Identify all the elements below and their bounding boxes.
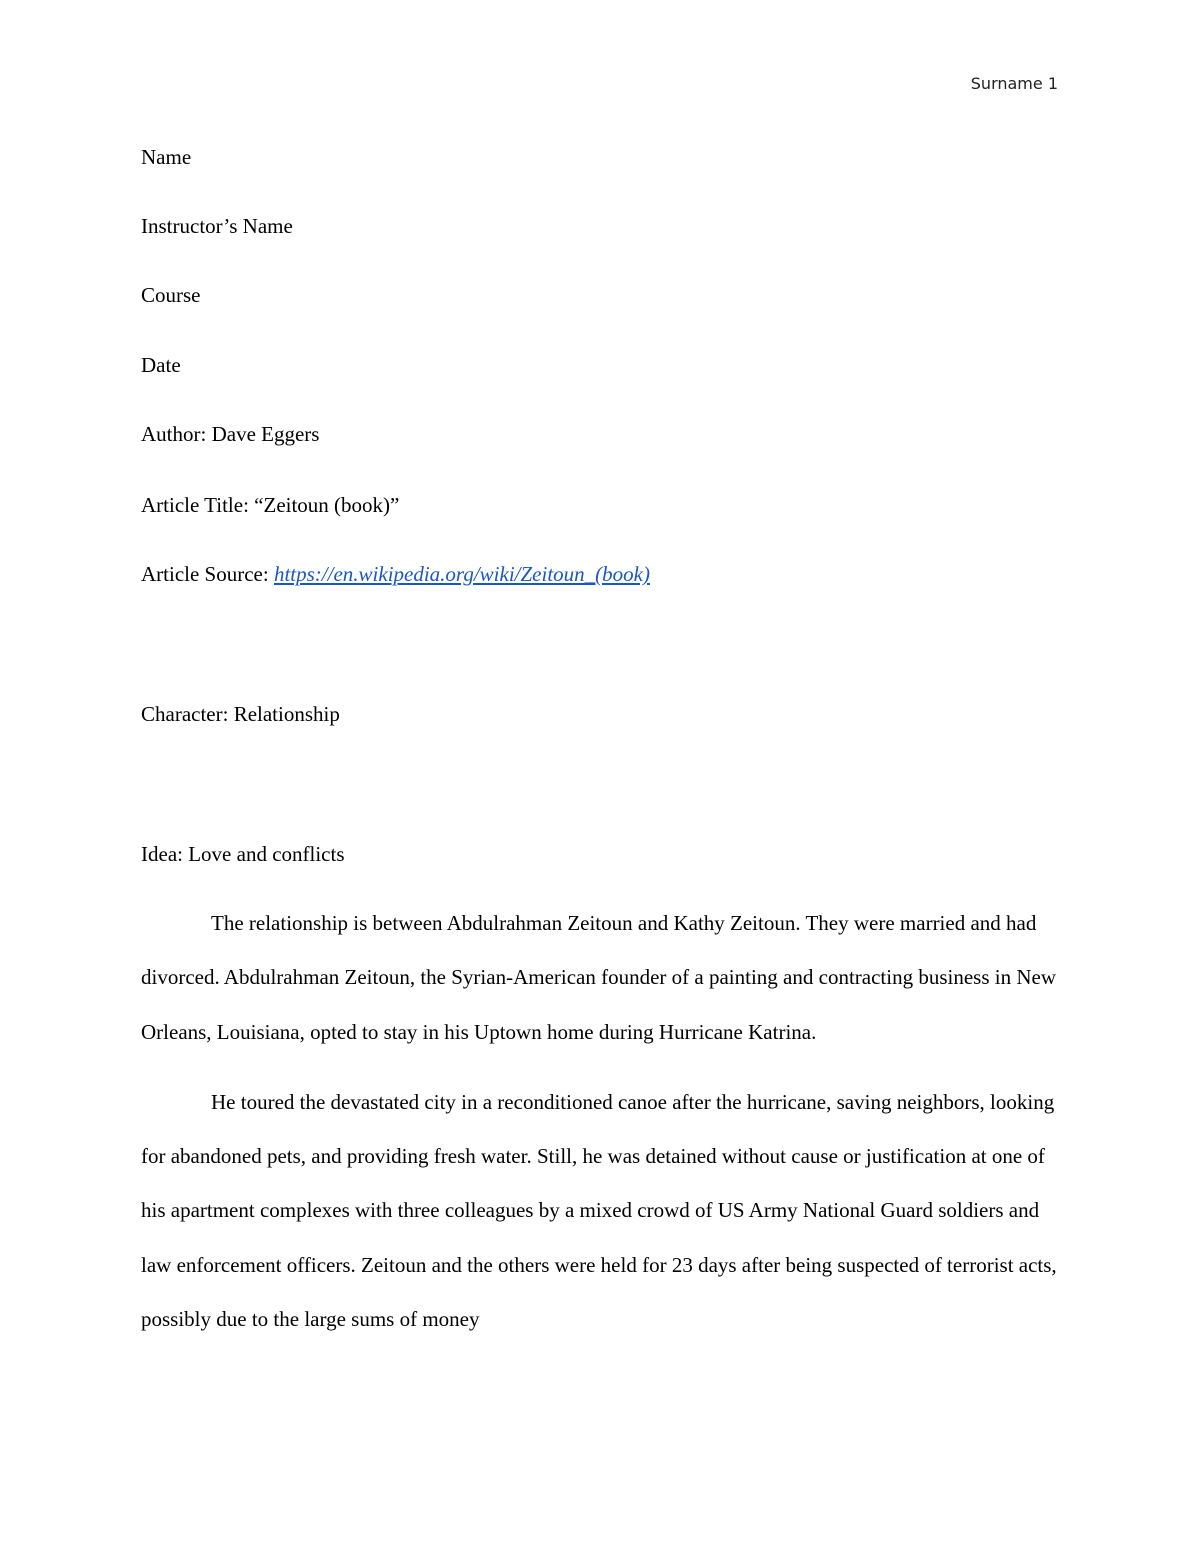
character-line: Character: Relationship	[141, 702, 340, 726]
article-title-line: Article Title: “Zeitoun (book)”	[141, 493, 400, 517]
running-head: Surname 1	[970, 74, 1058, 93]
author-line: Author: Dave Eggers	[141, 422, 320, 446]
article-source-line	[141, 562, 650, 586]
article-source-label: Article Source:	[141, 562, 274, 586]
course-name: Course	[141, 283, 201, 307]
instructor-name: Instructor’s Name	[141, 214, 293, 238]
date-line: Date	[141, 353, 181, 377]
article-source-link[interactable]: https://en.wikipedia.org/wiki/Zeitoun_(book)	[273, 562, 650, 586]
idea-line: Idea: Love and conflicts	[141, 842, 345, 866]
body-paragraph: He toured the devastated city in a reconditioned canoe after the hurricane, saving neighbors, looking for abandoned pets, and providing fresh water. Still, he was detained without cause or justification at one of his apartment complexes with three colleagues by a mixed crowd of US Army National Guard soldiers and law enforcement officers. Zeitoun and the others were held for 23 days after being suspected of terrorist acts, possibly due to the large sums of money	[141, 1089, 1057, 1332]
student-name: Name	[141, 145, 192, 169]
body-paragraph: The relationship is between Abdulrahman Zeitoun and Kathy Zeitoun. They were married and had divorced. Abdulrahman Zeitoun, the Syrian-American founder of a painting and contracting business in New Orleans, Louisiana, opted to stay in his Uptown home during Hurricane Katrina.	[141, 911, 1056, 1044]
essay-body	[141, 896, 1059, 1346]
